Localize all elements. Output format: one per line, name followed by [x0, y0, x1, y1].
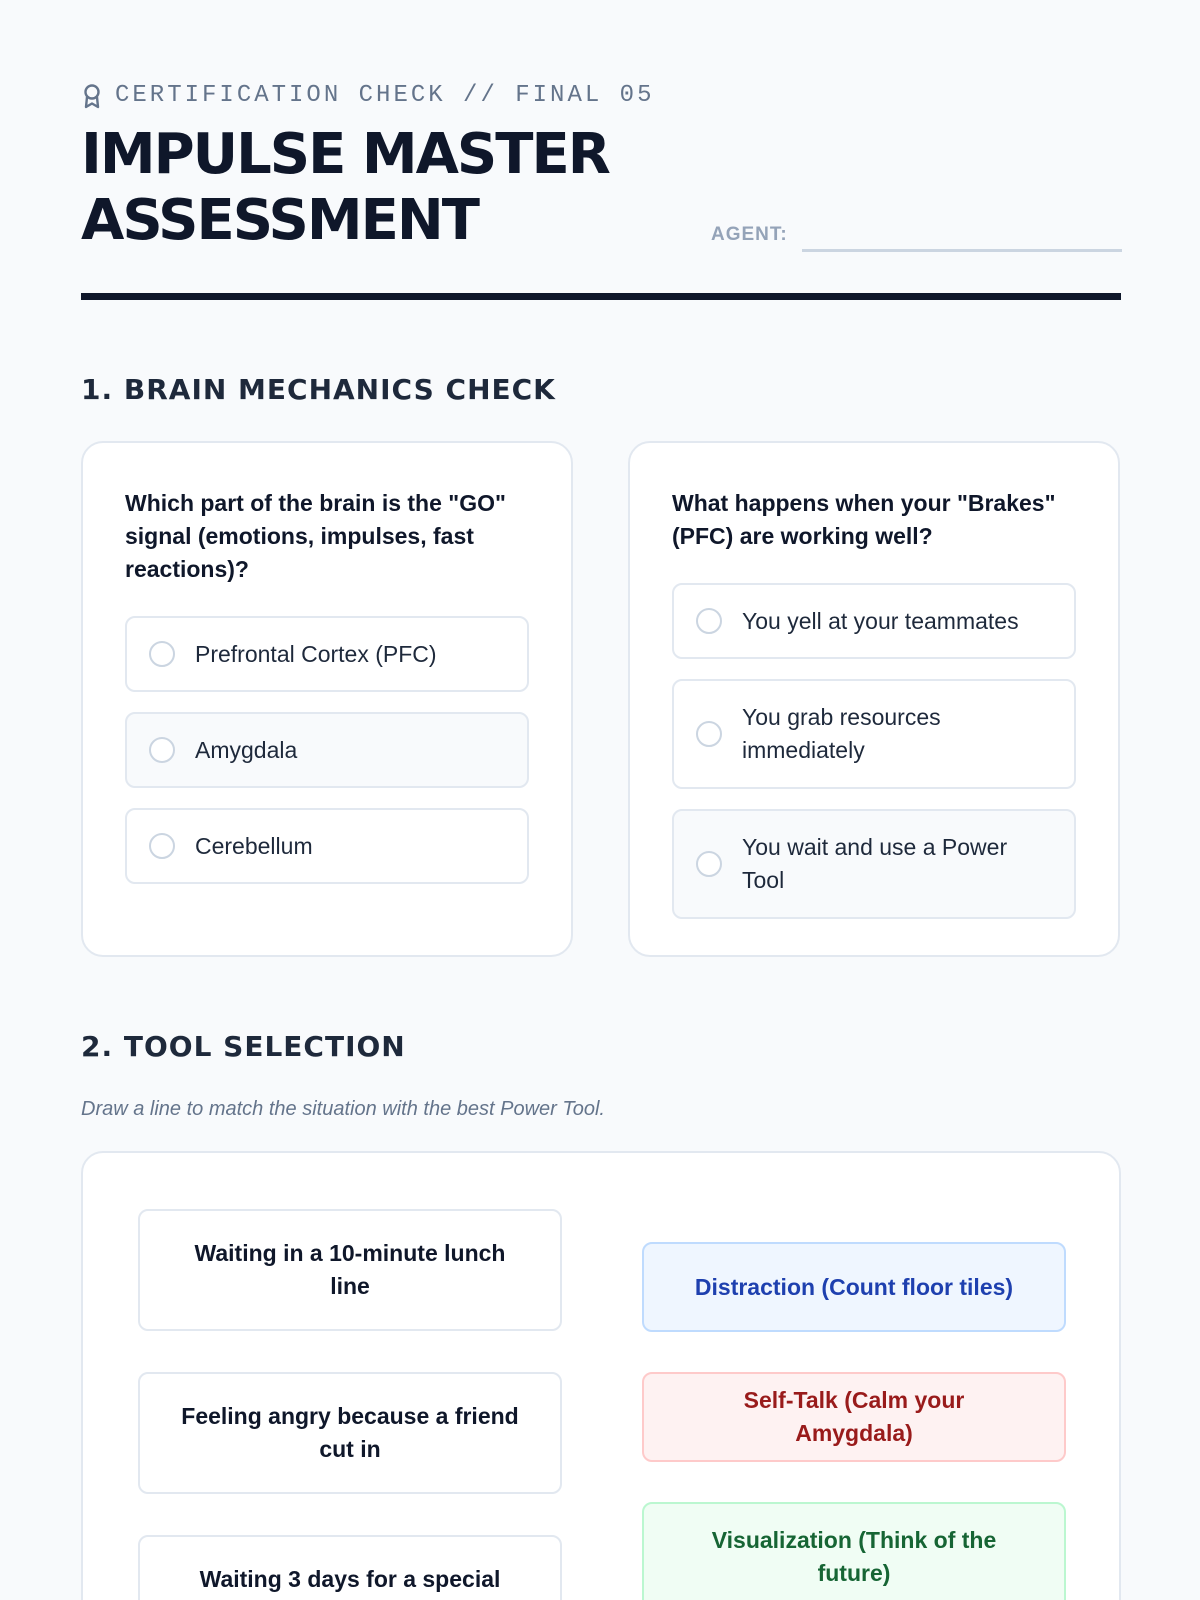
- situation-friend-cut-in[interactable]: Feeling angry because a friend cut in: [138, 1372, 562, 1494]
- radio-button[interactable]: [149, 641, 175, 667]
- option-label: Cerebellum: [195, 832, 313, 859]
- matching-card: [81, 1151, 1121, 1600]
- kicker-text: CERTIFICATION CHECK // FINAL 05: [115, 82, 655, 109]
- section-2-title: 2. TOOL SELECTION: [81, 1030, 406, 1063]
- agent-label: AGENT:: [711, 224, 788, 245]
- radio-button[interactable]: [696, 721, 722, 747]
- assessment-page: [81, 0, 1121, 1600]
- question-2-option-wait[interactable]: [672, 809, 1076, 919]
- radio-button[interactable]: [696, 608, 722, 634]
- tool-visualization[interactable]: Visualization (Think of the future): [642, 1502, 1066, 1600]
- radio-button[interactable]: [149, 833, 175, 859]
- radio-button[interactable]: [149, 737, 175, 763]
- option-label: Amygdala: [195, 736, 298, 763]
- option-label: You yell at your teammates: [742, 607, 1019, 634]
- agent-name-input[interactable]: [802, 216, 1122, 252]
- question-card-1: [81, 441, 573, 957]
- certification-kicker: [81, 82, 654, 109]
- award-icon: [81, 83, 103, 109]
- question-2-option-yell[interactable]: [672, 583, 1076, 659]
- question-1-option-pfc[interactable]: [125, 616, 529, 692]
- radio-button[interactable]: [696, 851, 722, 877]
- matching-instruction: Draw a line to match the situation with the best Power Tool.: [81, 1098, 605, 1120]
- question-1-option-cerebellum[interactable]: [125, 808, 529, 884]
- option-label: Prefrontal Cortex (PFC): [195, 640, 437, 667]
- option-label: You grab resources immediately: [742, 704, 941, 763]
- section-1-title: 1. BRAIN MECHANICS CHECK: [81, 373, 556, 406]
- situation-special-wait[interactable]: Waiting 3 days for a special: [138, 1535, 562, 1600]
- tool-self-talk[interactable]: Self-Talk (Calm your Amygdala): [642, 1372, 1066, 1462]
- question-2-text: What happens when your "Brakes" (PFC) are working well?: [672, 490, 1056, 549]
- question-2-option-grab[interactable]: [672, 679, 1076, 789]
- header-divider: [81, 293, 1121, 300]
- tool-distraction[interactable]: Distraction (Count floor tiles): [642, 1242, 1066, 1332]
- situation-lunch-line[interactable]: Waiting in a 10-minute lunch line: [138, 1209, 562, 1331]
- question-1-text: Which part of the brain is the "GO" signal (emotions, impulses, fast reactions)?: [125, 490, 506, 582]
- question-card-2: [628, 441, 1120, 957]
- page-title: IMPULSE MASTER ASSESSMENT: [81, 122, 609, 253]
- question-1-option-amygdala[interactable]: [125, 712, 529, 788]
- agent-field: [711, 216, 1122, 252]
- option-label: You wait and use a Power Tool: [742, 834, 1008, 893]
